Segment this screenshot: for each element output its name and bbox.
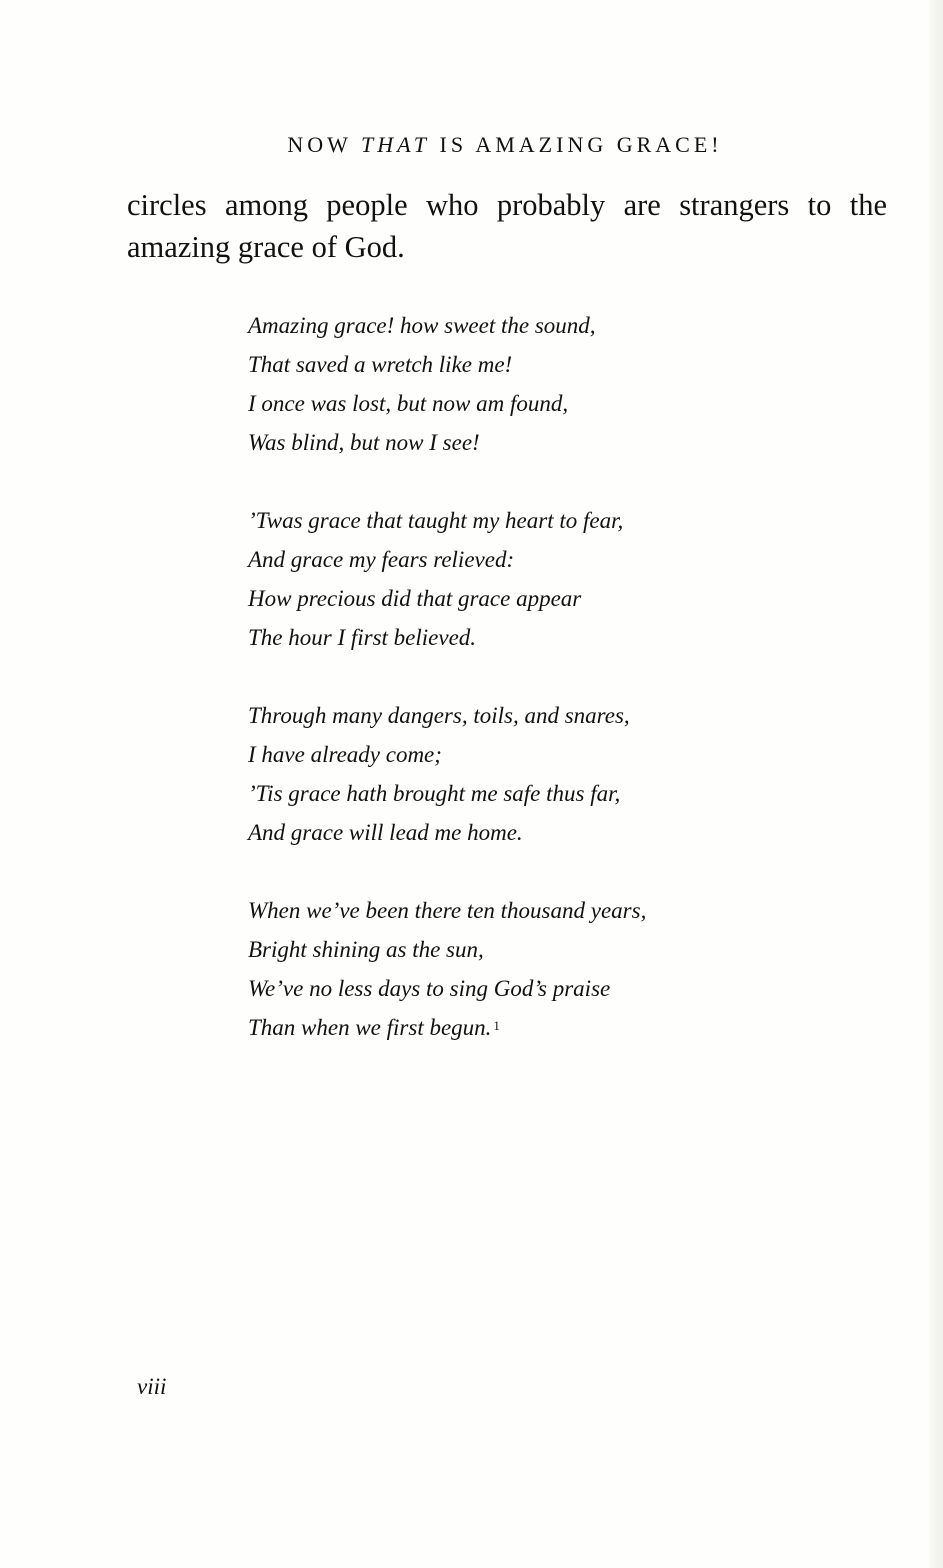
running-head [0,130,943,160]
poem-line: ’Twas grace that taught my heart to fear, [248,508,624,533]
poem-line: I once was lost, but now am found, [248,391,569,416]
poem-line: Was blind, but now I see! [248,430,480,455]
page-number: viii [137,1374,167,1399]
poem-line: And grace will lead me home. [248,820,523,845]
running-head-after: IS AMAZING GRACE! [430,132,723,157]
poem-line: Amazing grace! how sweet the sound, [248,313,596,338]
poem-line-text: Than when we first begun. [248,1015,492,1040]
poem-line: I have already come; [248,742,442,767]
poem-line: We’ve no less days to sing God’s praise [248,976,611,1001]
page-edge-shading [929,0,943,1568]
running-head-before: NOW [287,132,362,157]
body-paragraph: circles among people who probably are strangers to the amazing grace of God. [127,188,887,264]
poem-stanza-3 [248,696,808,852]
poem-line: How precious did that grace appear [248,586,582,611]
poem-line: That saved a wretch like me! [248,352,513,377]
poem-stanza-2 [248,501,808,657]
poem-line: The hour I first believed. [248,625,477,650]
poem-line-last [248,1008,808,1047]
poem-line: Through many dangers, toils, and snares, [248,703,630,728]
poem-line: When we’ve been there ten thousand years, [248,898,647,923]
footnote-marker[interactable]: 1 [493,1018,500,1033]
poem-stanza-1 [248,306,808,462]
poem-line: Bright shining as the sun, [248,937,484,962]
poem-stanza-4 [248,891,808,1047]
poem-line: ’Tis grace hath brought me safe thus far, [248,781,621,806]
running-head-emphasis: THAT [361,132,430,157]
poem-line: And grace my fears relieved: [248,547,515,572]
hymn-poem [248,306,808,1086]
